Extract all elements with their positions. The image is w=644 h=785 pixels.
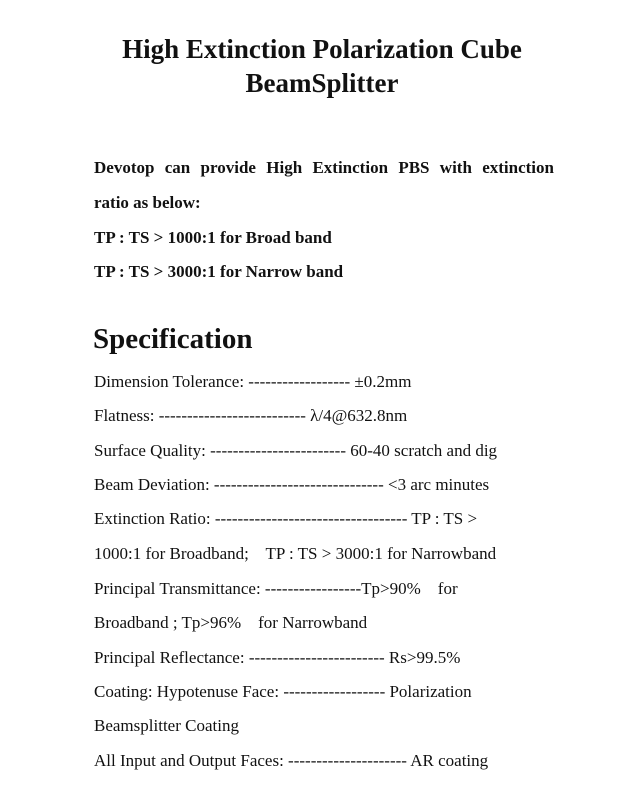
title-line-2: BeamSplitter: [245, 68, 399, 98]
spec-dimension-tolerance: Dimension Tolerance: ------------------ ±0.2mm: [94, 372, 412, 391]
spec-beam-deviation: Beam Deviation: ------------------------------ <3 arc minutes: [94, 475, 490, 494]
intro-line-1: Devotop can provide High Extinction PBS with extinction: [94, 158, 554, 177]
specification-heading: Specification: [93, 323, 253, 355]
intro-ratio-narrowband: TP : TS > 3000:1 for Narrow band: [94, 262, 344, 281]
title-line-1: High Extinction Polarization Cube: [122, 34, 522, 64]
spec-surface-quality: Surface Quality: ------------------------ 60-40 scratch and dig: [94, 441, 498, 460]
intro-line-2: ratio as below:: [94, 193, 201, 212]
spec-coating-hypotenuse-cont: Beamsplitter Coating: [94, 716, 239, 735]
spec-input-output-faces: All Input and Output Faces: --------------------- AR coating: [94, 751, 489, 770]
intro-ratio-broadband: TP : TS > 1000:1 for Broad band: [94, 228, 332, 247]
spec-extinction-ratio-cont: 1000:1 for Broadband; TP : TS > 3000:1 for Narrowband: [94, 544, 497, 563]
spec-extinction-ratio: Extinction Ratio: ---------------------------------- TP : TS >: [94, 509, 478, 528]
spec-principal-transmittance-cont: Broadband ; Tp>96% for Narrowband: [94, 613, 368, 632]
spec-coating-hypotenuse: Coating: Hypotenuse Face: ------------------ Polarization: [94, 682, 472, 701]
spec-flatness: Flatness: -------------------------- λ/4@632.8nm: [94, 406, 408, 425]
spec-principal-reflectance: Principal Reflectance: ------------------------ Rs>99.5%: [94, 648, 461, 667]
spec-principal-transmittance: Principal Transmittance: -----------------Tp>90% for: [94, 579, 458, 598]
